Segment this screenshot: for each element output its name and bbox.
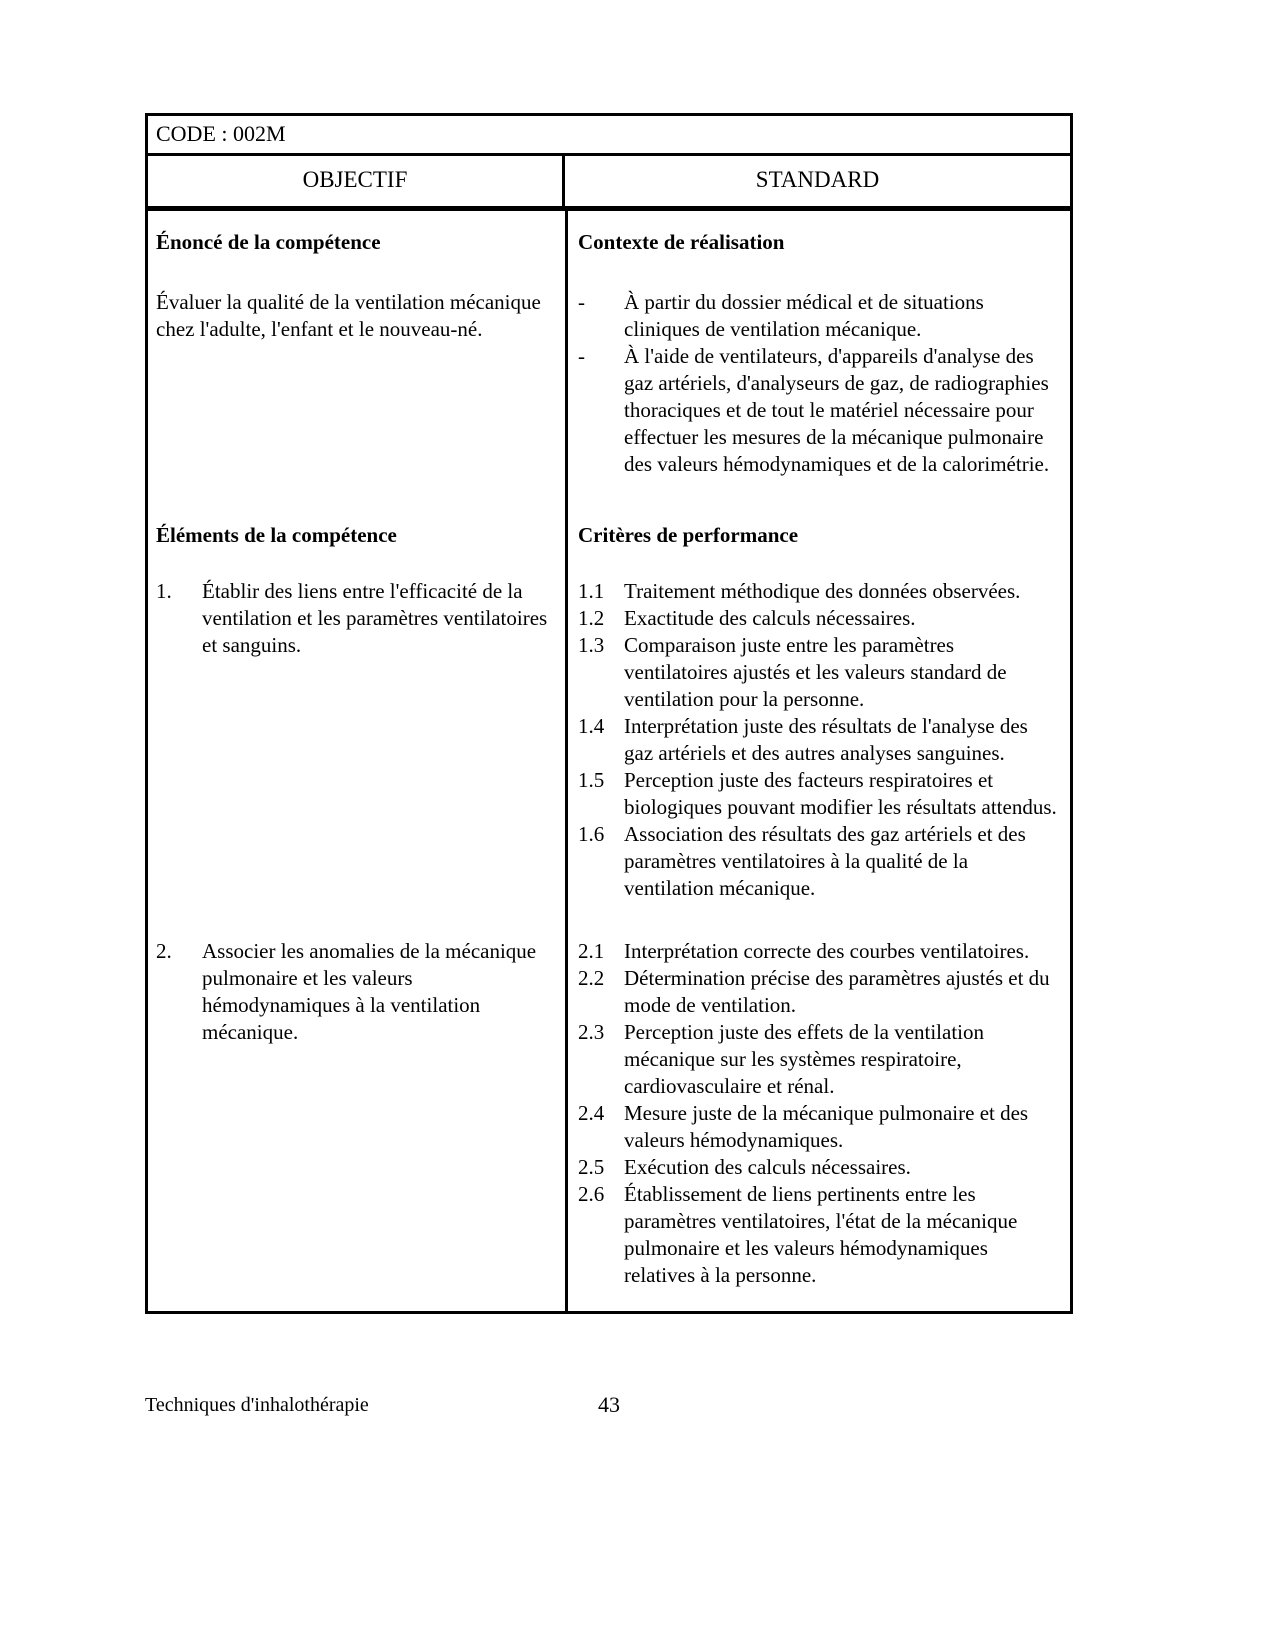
enonce-competence-title: Énoncé de la compétence: [156, 230, 381, 254]
critere-item-text: Exactitude des calculs nécessaires.: [624, 606, 916, 630]
element-item-number: 2.: [156, 939, 172, 963]
element-item: [156, 938, 555, 1046]
critere-item: [578, 1019, 1060, 1100]
critere-item-number: 1.6: [578, 822, 605, 846]
critere-item-text: Perception juste des effets de la ventilation mécanique sur les systèmes respiratoire, cardiovasculaire et rénal.: [624, 1020, 985, 1098]
contexte-item: [578, 343, 1060, 478]
critere-item-number: 1.3: [578, 633, 605, 657]
contexte-title-cell: [565, 211, 1070, 289]
contexte-realisation-title: Contexte de réalisation: [578, 230, 785, 254]
critere-item-text: Comparaison juste entre les paramètres ventilatoires ajustés et les valeurs standard de ventilation pour la personne.: [624, 633, 1007, 711]
contexte-item: [578, 289, 1060, 343]
critere-item-number: 2.5: [578, 1155, 605, 1179]
contexte-item-bullet: -: [578, 344, 585, 368]
element-item-number: 1.: [156, 579, 172, 603]
enonce-title-cell: [148, 211, 565, 289]
critere-item: [578, 1154, 1060, 1181]
critere-item: [578, 965, 1060, 1019]
criteres-title-cell: [565, 520, 1070, 578]
column-headers-row: [148, 156, 1070, 211]
critere-item-text: Traitement méthodique des données observées.: [624, 579, 1021, 603]
contexte-item-bullet: -: [578, 290, 585, 314]
critere-item: [578, 578, 1060, 605]
contexte-item-text: À l'aide de ventilateurs, d'appareils d'analyse des gaz artériels, d'analyseurs de gaz, de radiographies thoraciques et de tout le matériel nécessaire pour effectuer les mesures de la mécanique pulmonaire des valeurs hémodynamiques et de la calorimétrie.: [624, 344, 1050, 476]
criteres-group-2-cell: [565, 938, 1070, 1311]
contexte-items-cell: [565, 289, 1070, 520]
elements-competence-title: Éléments de la compétence: [156, 523, 397, 547]
footer-page-number: 43: [598, 1392, 620, 1417]
element-item-text: Associer les anomalies de la mécanique pulmonaire et les valeurs hémodynamiques à la ventilation mécanique.: [202, 939, 537, 1044]
critere-item-number: 2.4: [578, 1101, 605, 1125]
critere-item-text: Association des résultats des gaz artériels et des paramètres ventilatoires à la qualité de la ventilation mécanique.: [624, 822, 1026, 900]
criteres-group-1-cell: [565, 578, 1070, 938]
critere-item-number: 2.2: [578, 966, 605, 990]
critere-item-number: 2.3: [578, 1020, 605, 1044]
critere-item-number: 1.4: [578, 714, 605, 738]
competency-table: [145, 113, 1073, 1314]
critere-item-text: Interprétation juste des résultats de l'analyse des gaz artériels et des autres analyses sanguines.: [624, 714, 1028, 765]
element-item: [156, 578, 555, 659]
critere-item: [578, 821, 1060, 902]
content-grid: [148, 211, 1070, 1311]
critere-item-text: Établissement de liens pertinents entre les paramètres ventilatoires, l'état de la mécanique pulmonaire et les valeurs hémodynamiques relatives à la personne.: [624, 1182, 1018, 1287]
criteres-performance-title: Critères de performance: [578, 523, 799, 547]
critere-item-number: 2.6: [578, 1182, 605, 1206]
critere-item: [578, 938, 1060, 965]
critere-item-text: Exécution des calculs nécessaires.: [624, 1155, 911, 1179]
enonce-body-cell: [148, 289, 565, 520]
critere-item: [578, 605, 1060, 632]
code-label: CODE : 002M: [156, 121, 286, 146]
critere-item-number: 1.2: [578, 606, 605, 630]
element-2-cell: [148, 938, 565, 1311]
critere-item-text: Perception juste des facteurs respiratoires et biologiques pouvant modifier les résultats attendus.: [624, 768, 1057, 819]
critere-item: [578, 632, 1060, 713]
column-divider: [565, 211, 568, 1311]
element-item-text: Établir des liens entre l'efficacité de la ventilation et les paramètres ventilatoires et sanguins.: [202, 579, 548, 657]
footer-document-title: Techniques d'inhalothérapie: [145, 1394, 369, 1416]
objectif-column-header: OBJECTIF: [148, 156, 565, 206]
critere-item-text: Interprétation correcte des courbes ventilatoires.: [624, 939, 1030, 963]
critere-item: [578, 1100, 1060, 1154]
critere-item-text: Détermination précise des paramètres ajustés et du mode de ventilation.: [624, 966, 1050, 1017]
critere-item-number: 2.1: [578, 939, 605, 963]
critere-item-number: 1.1: [578, 579, 605, 603]
element-1-cell: [148, 578, 565, 938]
critere-item-number: 1.5: [578, 768, 605, 792]
critere-item-text: Mesure juste de la mécanique pulmonaire et des valeurs hémodynamiques.: [624, 1101, 1029, 1152]
table-body: [148, 211, 1070, 1311]
elements-title-cell: [148, 520, 565, 578]
code-row: [148, 116, 1070, 156]
contexte-item-text: À partir du dossier médical et de situations cliniques de ventilation mécanique.: [624, 290, 984, 341]
critere-item: [578, 713, 1060, 767]
critere-item: [578, 767, 1060, 821]
critere-item: [578, 1181, 1060, 1289]
enonce-body-text: Évaluer la qualité de la ventilation mécanique chez l'adulte, l'enfant et le nouveau-né.: [156, 290, 541, 341]
standard-column-header: STANDARD: [755, 167, 880, 192]
